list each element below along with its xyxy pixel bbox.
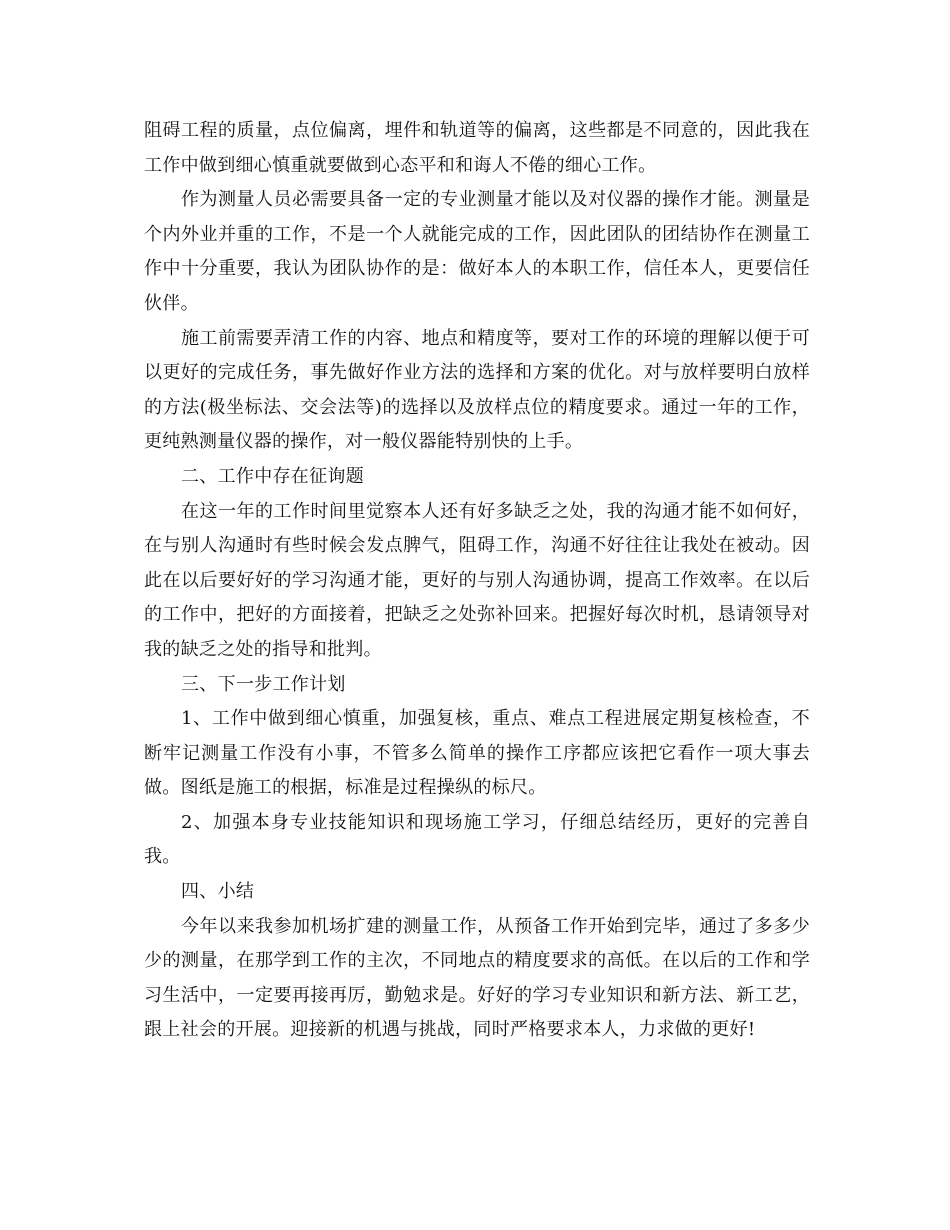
paragraph-summary: 今年以来我参加机场扩建的测量工作，从预备工作开始到完毕，通过了多多少少的测量，在那学到工作的主次，不同地点的精度要求的高低。在以后的工作和学习生活中，一定要再接再厉，勤勉求是。好好的学习专业知识和新方法、新工艺，跟上社会的开展。迎接新的机遇与挑战，同时严格要求本人，力求做的更好! [144,915,810,1041]
paragraph-continuation: 阻碍工程的质量，点位偏离，埋件和轨道等的偏离，这些都是不同意的，因此我在工作中做到细心慎重就要做到心态平和和诲人不倦的细心工作。 [144,120,810,176]
paragraph-plan-item-2: 2、加强本身专业技能知识和现场施工学习，仔细总结经历，更好的完善自我。 [144,811,810,868]
paragraph-construction-prep: 施工前需要弄清工作的内容、地点和精度等，要对工作的环境的理解以便于可以更好的完成任务，事先做好作业方法的选择和方案的优化。对与放样要明白放样的方法(极坐标法、交会法等)的选择以及放样点位的精度要求。通过一年的工作，更纯熟测量仪器的操作，对一般仪器能特别快的上手。 [144,327,810,453]
paragraph-surveyor-skills: 作为测量人员必需要具备一定的专业测量才能以及对仪器的操作才能。测量是个内外业并重的工作，不是一个人就能完成的工作，因此团队的团结协作在测量工作中十分重要，我认为团队协作的是：做好本人的本职工作，信任本人，更要信任伙伴。 [144,189,810,314]
section-heading-problems: 二、工作中存在征询题 [181,465,364,487]
paragraph-problems: 在这一年的工作时间里觉察本人还有好多缺乏之处，我的沟通才能不如何好，在与别人沟通时有些时候会发点脾气，阻碍工作，沟通不好往往让我处在被动。因此在以后要好好的学习沟通才能，更好的与别人沟通协调，提高工作效率。在以后的工作中，把好的方面接着，把缺乏之处弥补回来。把握好每次时机，恳请领导对我的缺乏之处的指导和批判。 [144,500,810,660]
section-heading-next-plan: 三、下一步工作计划 [181,673,346,695]
paragraph-plan-item-1: 1、工作中做到细心慎重，加强复核，重点、难点工程进展定期复核检查，不断牢记测量工作没有小事，不管多么简单的操作工序都应该把它看作一项大事去做。图纸是施工的根据，标准是过程操纵的标尺。 [144,708,810,799]
section-heading-summary: 四、小结 [181,881,255,903]
document-body [144,114,810,1048]
